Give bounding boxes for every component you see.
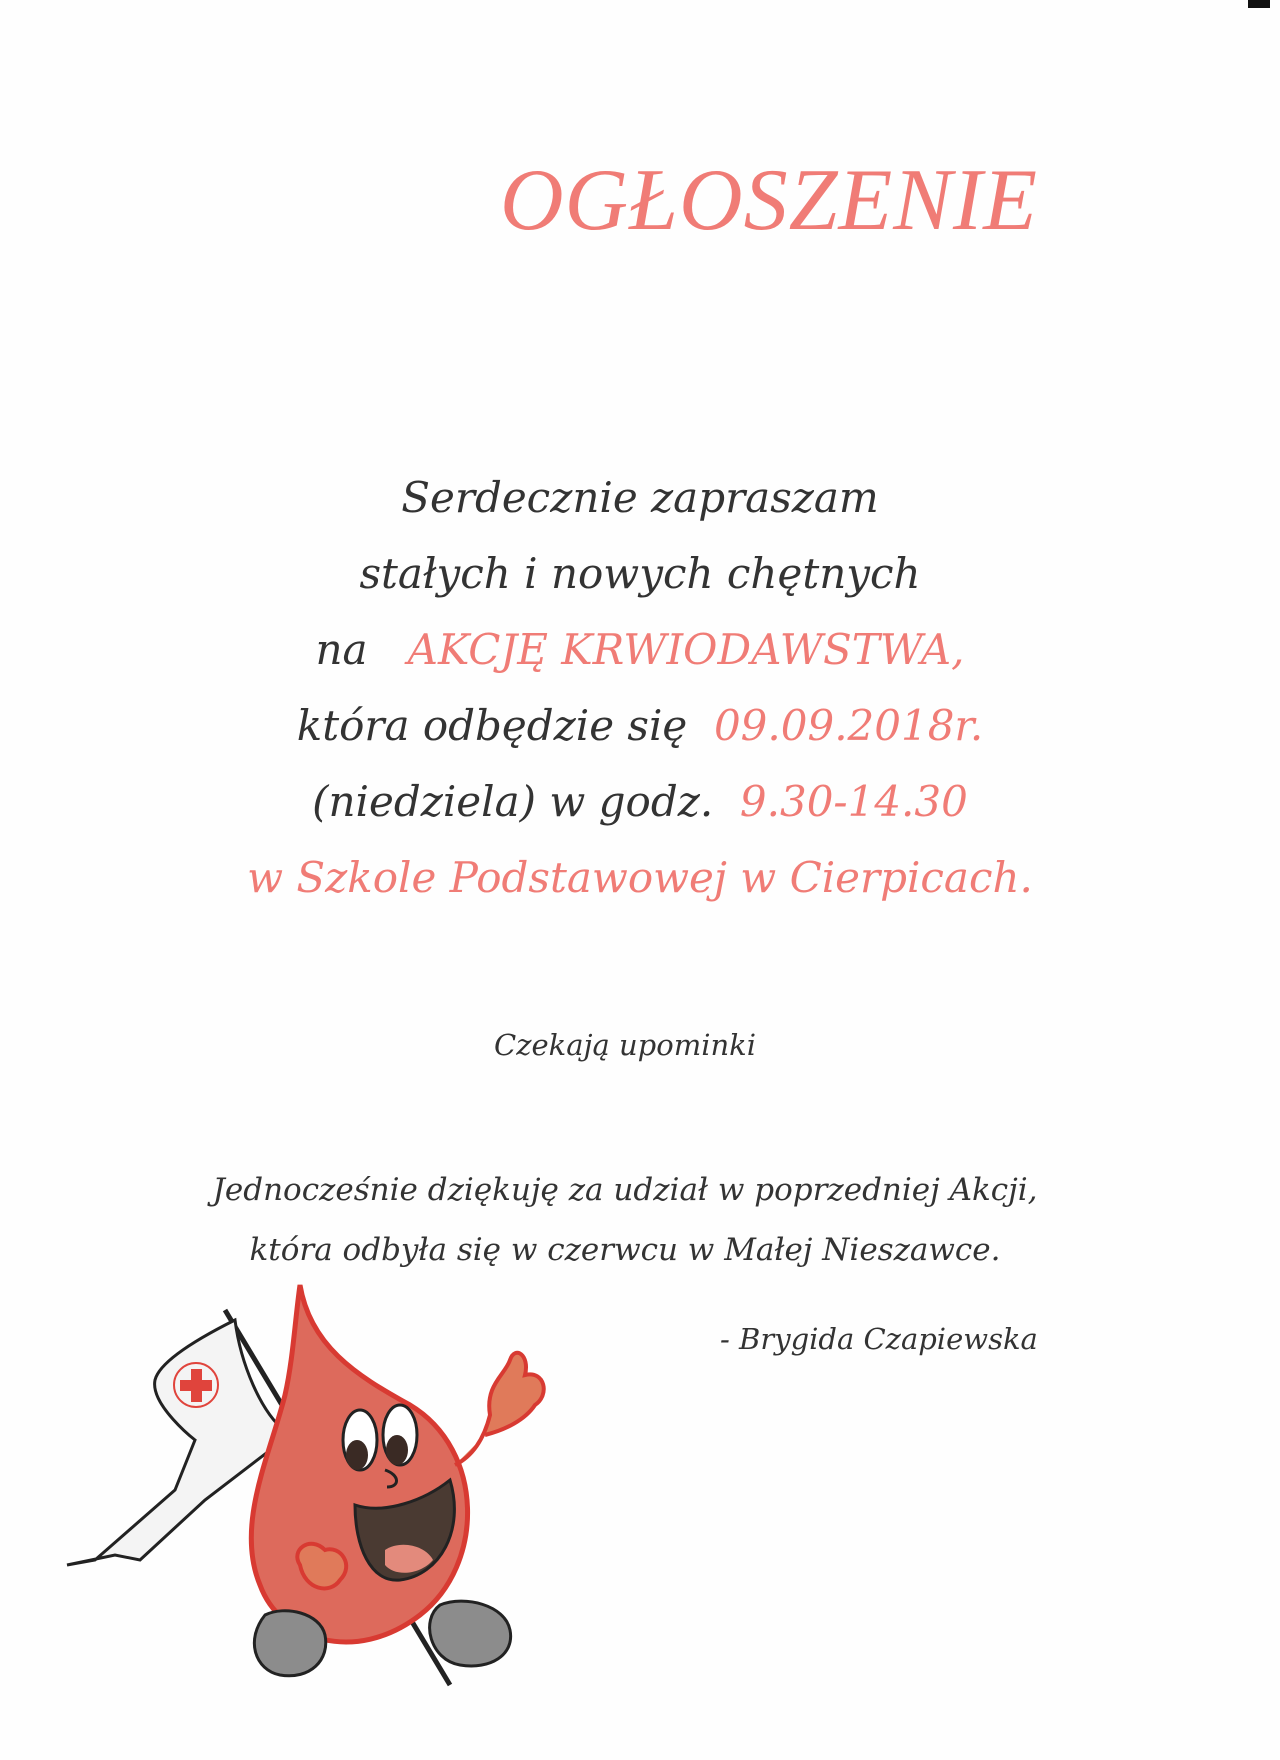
thanks-text (0, 1160, 1250, 1280)
thanks-line-2: która odbyła się w czerwcu w Małej Nieszawce. (249, 1232, 1001, 1268)
red-cross-icon (174, 1363, 218, 1407)
event-date: 09.09.2018r. (713, 701, 984, 750)
invitation-line-4-prefix: która odbędzie się (296, 701, 688, 750)
page-title: OGŁOSZENIE (500, 152, 1039, 249)
invitation-text (0, 460, 1280, 916)
invitation-line-2: stałych i nowych chętnych (359, 549, 921, 598)
scan-mark (1248, 0, 1270, 8)
invitation-line-4 (0, 688, 1280, 764)
event-name: AKCJĘ KRWIODAWSTWA, (407, 625, 965, 674)
gifts-note: Czekają upominki (494, 1028, 756, 1062)
invitation-line-5-prefix: (niedziela) w godz. (312, 777, 714, 826)
mascot-thumb-up (455, 1353, 544, 1465)
invitation-line-3 (0, 612, 1280, 688)
signature: - Brygida Czapiewska (720, 1322, 1038, 1356)
invitation-line-3-prefix: na (315, 625, 368, 674)
event-place: w Szkole Podstawowej w Cierpicach. (247, 853, 1033, 902)
event-hours: 9.30-14.30 (739, 777, 968, 826)
invitation-line-5 (0, 764, 1280, 840)
blood-drop-mascot (55, 1265, 615, 1695)
thanks-line-1: Jednocześnie dziękuję za udział w poprzedniej Akcji, (212, 1172, 1038, 1208)
invitation-line-1: Serdecznie zapraszam (401, 473, 879, 522)
